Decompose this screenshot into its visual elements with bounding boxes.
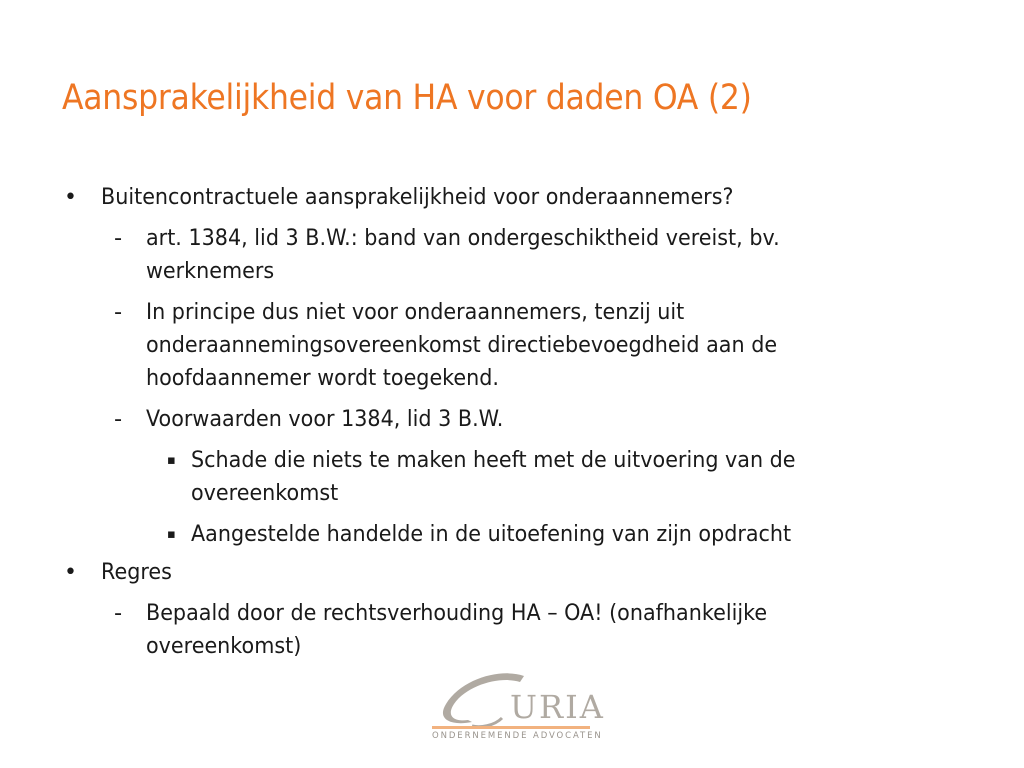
list-item xyxy=(0,403,936,436)
dash-marker: - xyxy=(114,225,123,251)
bullet-marker: • xyxy=(64,560,77,585)
dash-marker: - xyxy=(114,299,123,325)
logo-tagline: ONDERNEMENDE ADVOCATEN xyxy=(432,731,603,741)
square-marker: ▪ xyxy=(167,453,176,468)
list-item-text: Bepaald door de rechtsverhouding HA – OA! (onafhankelijke overeenkomst) xyxy=(146,600,768,659)
list-item-text: Schade die niets te maken heeft met de uitvoering van de overeenkomst xyxy=(191,447,796,506)
square-marker: ▪ xyxy=(167,527,176,542)
logo-wordmark: URIA xyxy=(510,688,605,726)
dash-marker: - xyxy=(114,600,123,626)
curia-logo xyxy=(432,670,605,750)
list-item xyxy=(0,181,1024,214)
list-item-text: Aangestelde handelde in de uitoefening van zijn opdracht xyxy=(191,521,792,547)
list-item xyxy=(0,518,931,551)
bullet-marker: • xyxy=(64,185,77,210)
list-item xyxy=(0,597,936,663)
list-item xyxy=(0,444,931,510)
list-item-text: Voorwaarden voor 1384, lid 3 B.W. xyxy=(146,406,504,432)
list-item xyxy=(0,296,936,395)
slide-title: Aansprakelijkheid van HA voor daden OA (2) xyxy=(62,78,752,118)
dash-marker: - xyxy=(114,406,123,432)
logo-accent-line xyxy=(432,726,590,729)
list-item-text: art. 1384, lid 3 B.W.: band van ondergeschiktheid vereist, bv. werknemers xyxy=(146,225,780,284)
list-item xyxy=(0,556,1024,589)
list-item xyxy=(0,222,936,288)
list-item-text: In principe dus niet voor onderaannemers, tenzij uit onderaannemingsovereenkomst directiebevoegdheid aan de hoofdaannemer wordt toegekend. xyxy=(146,299,778,391)
bullet-list xyxy=(0,181,1024,663)
list-item-text: Buitencontractuele aansprakelijkheid voor onderaannemers? xyxy=(101,184,734,210)
list-item-text: Regres xyxy=(101,559,172,585)
